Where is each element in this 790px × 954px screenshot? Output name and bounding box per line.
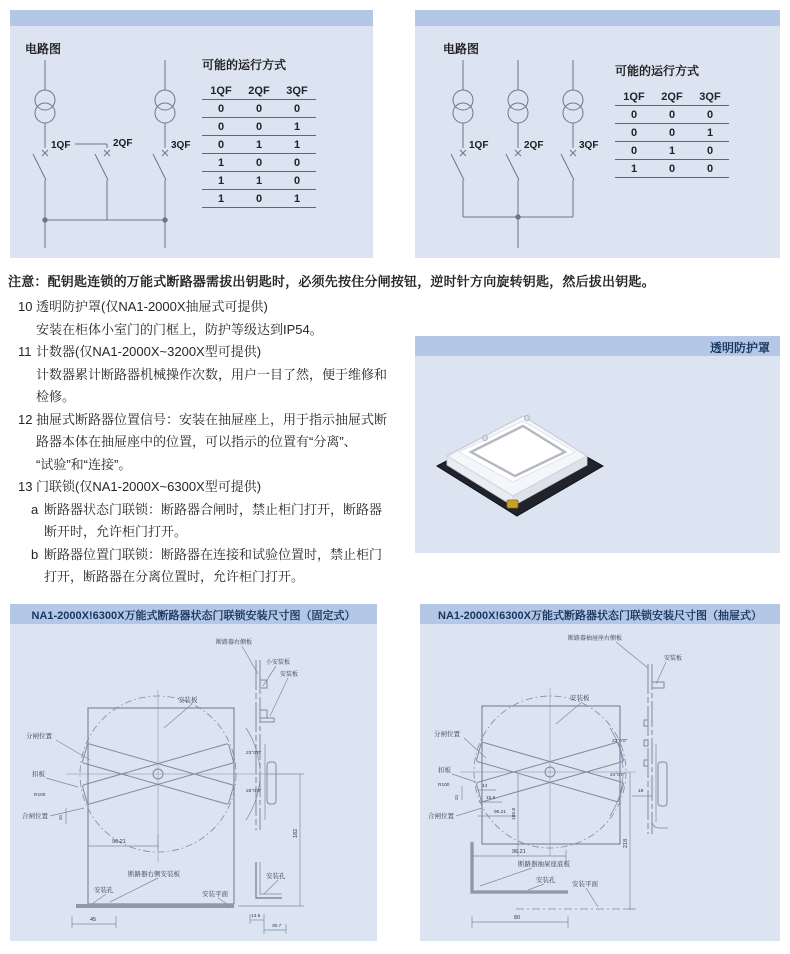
side-plate-label: 断路器右侧板	[216, 640, 253, 646]
dim-13-5: 13.5	[251, 914, 261, 919]
single-line-diagram-tie	[15, 54, 200, 254]
dim-218: 218	[623, 838, 629, 848]
dim-30-7: 30.7	[272, 924, 282, 929]
small-plate-label: 小安装板	[266, 660, 291, 666]
feature-11-line2: 计数器累计断路器机械操作次数，用户一目了然，便于维修和	[36, 366, 388, 382]
table-row: 0 0 1	[202, 118, 316, 136]
table-header-row	[615, 88, 729, 106]
gold-latch	[507, 500, 518, 508]
breaker-label-3qf: 3QF	[171, 140, 191, 151]
feature-11-line3: 检修。	[36, 389, 76, 404]
table-row: 1 1 0	[202, 172, 316, 190]
feature-13b-line2: 打开，断路器在分离位置时，允许柜门打开。	[44, 569, 305, 584]
col-1qf: 1QF	[210, 85, 232, 97]
key-interlock-note: 注意：配钥匙连锁的万能式断路器需拔出钥匙时，必须先按住分闸按钮，逆时针方向旋转钥匙，然后拔出钥匙。	[8, 274, 655, 289]
table-row: 0 1 0	[615, 142, 729, 160]
feature-13: 13 门联锁(仅NA1-2000X~6300X型可提供)	[18, 479, 262, 494]
mount-plate-label: 安装板	[570, 695, 590, 702]
transparent-cover-photo	[423, 366, 618, 536]
dim-15-5: 15.5	[486, 796, 496, 801]
col-2qf: 2QF	[661, 91, 683, 103]
mount-hole2-label: 安装孔	[266, 873, 286, 880]
drawer-drawing-title: NA1-2000X!6300X万能式断路器状态门联锁安装尺寸图（抽屉式）	[438, 610, 762, 622]
table-row: 0 1 1	[202, 136, 316, 154]
table-row: 1 0 1	[202, 190, 316, 208]
dim-31: 31	[59, 814, 64, 820]
bottom-plate-label: 断路器右侧安装板	[128, 871, 180, 878]
dim-31: 31	[455, 794, 460, 800]
feature-13b: b 断路器位置门联锁：断路器在连接和试验位置时，禁止柜门	[31, 546, 383, 562]
feature-list	[18, 296, 422, 589]
feature-12: 12 抽屉式断路器位置信号：安装在抽屉座上，用于指示抽屉式断	[18, 411, 388, 427]
dim-18: 18	[638, 789, 644, 794]
dim-14: 14	[482, 784, 488, 789]
breaker-label-1qf: 1QF	[469, 140, 489, 151]
circuit-diagram-label: 电路图	[25, 42, 62, 56]
mount-plane-label: 安装平面	[572, 881, 598, 888]
circuit-lines	[451, 60, 583, 248]
operation-mode-table	[615, 62, 729, 178]
side-view	[616, 642, 668, 834]
feature-13a-line2: 断开时，允许柜门打开。	[44, 524, 188, 539]
col-3qf: 3QF	[699, 91, 721, 103]
dim-182: 182	[293, 828, 299, 838]
angle-lower: 26°0'0"	[246, 789, 262, 794]
close-position-label: 合闸位置	[428, 813, 454, 820]
mount-plate-side-label: 安装板	[280, 672, 299, 678]
dimension-panel-fixed	[10, 604, 377, 941]
mount-hole-label: 安装孔	[536, 877, 556, 884]
circuit-panel-tie	[10, 10, 373, 258]
dim-96-21: 96.21	[112, 839, 126, 845]
table-row: 1 0 0	[615, 160, 729, 178]
table-title: 可能的运行方式	[202, 58, 287, 72]
col-3qf: 3QF	[286, 85, 308, 97]
feature-10-line2: 安装在柜体小室门的门框上，防护等级达到IP54。	[36, 321, 323, 337]
mount-plane-label: 安装平面	[202, 891, 228, 898]
angle-upper: 23°0'0"	[612, 739, 628, 744]
feature-11: 11 计数器(仅NA1-2000X~3200X型可提供)	[18, 344, 262, 359]
breaker-label-2qf: 2QF	[524, 140, 544, 151]
open-position-label: 分闸位置	[26, 733, 52, 740]
buckle-plate-label: 扣板	[32, 771, 45, 778]
dim-96-21-b: 96.21	[512, 849, 526, 855]
panel-header-strip	[415, 10, 780, 26]
angle-lower: 24°0'0"	[610, 773, 626, 778]
breaker-label-1qf: 1QF	[51, 140, 71, 151]
dim-185-8: 185.8	[512, 807, 517, 820]
feature-13a: a 断路器状态门联锁：断路器合闸时，禁止柜门打开，断路器	[31, 501, 383, 517]
feature-10: 10 透明防护罩(仅NA1-2000X抽屉式可提供)	[18, 299, 268, 314]
circuit-diagram-label: 电路图	[443, 42, 480, 56]
breaker-labels	[469, 140, 598, 151]
breaker-label-3qf: 3QF	[579, 140, 599, 151]
table-row: 0 0 1	[615, 124, 729, 142]
col-1qf: 1QF	[623, 91, 645, 103]
cover-photo-panel	[415, 336, 780, 553]
side-plate-label: 断路器抽屉座右侧板	[568, 636, 623, 642]
drawing-labels	[428, 634, 682, 921]
dim-96-21-a: 96.21	[494, 810, 507, 815]
mount-plate-side-label: 安装板	[664, 656, 683, 662]
front-view	[452, 688, 652, 928]
table-row: 0 0 0	[202, 100, 316, 118]
close-position-label: 合闸位置	[22, 813, 48, 820]
table-title: 可能的运行方式	[615, 64, 700, 78]
table-row: 0 0 0	[615, 106, 729, 124]
col-2qf: 2QF	[248, 85, 270, 97]
table-header-row	[202, 82, 316, 100]
single-line-diagram-parallel	[433, 54, 618, 254]
mount-hole-label: 安装孔	[94, 887, 114, 894]
mount-plate-label: 安装板	[178, 697, 198, 704]
dim-45: 45	[90, 917, 97, 923]
breaker-labels	[51, 138, 190, 151]
radius-label: R100	[438, 783, 450, 788]
dim-80: 80	[514, 915, 521, 921]
cover-panel-title: 透明防护罩	[709, 341, 770, 355]
fixed-drawing-title: NA1-2000X!6300X万能式断路器状态门联锁安装尺寸图（固定式）	[31, 610, 356, 622]
table-row: 1 0 0	[202, 154, 316, 172]
open-position-label: 分闸位置	[434, 731, 460, 738]
drawer-dimension-drawing	[420, 624, 780, 941]
fixed-dimension-drawing	[10, 624, 377, 941]
leader-lines	[452, 702, 598, 907]
buckle-plate-label: 扣板	[438, 767, 451, 774]
angle-upper: 23°0'0"	[246, 751, 262, 756]
operation-mode-table	[202, 56, 316, 208]
panel-header-strip	[10, 10, 373, 26]
dimension-panel-drawer	[420, 604, 780, 941]
bottom-plate-label: 断路器抽屉座底板	[518, 861, 570, 868]
circuit-lines	[33, 60, 175, 248]
hinge-screw	[524, 415, 529, 420]
hinge-screw	[482, 435, 487, 440]
circuit-panel-parallel	[415, 10, 780, 258]
feature-12-line2: 路器本体在抽屉座中的位置，可以指示的位置有“分离”、	[36, 434, 357, 449]
radius-label: R100	[34, 793, 46, 798]
breaker-label-2qf: 2QF	[113, 138, 133, 149]
feature-12-line3: “试验”和“连接”。	[36, 456, 132, 472]
